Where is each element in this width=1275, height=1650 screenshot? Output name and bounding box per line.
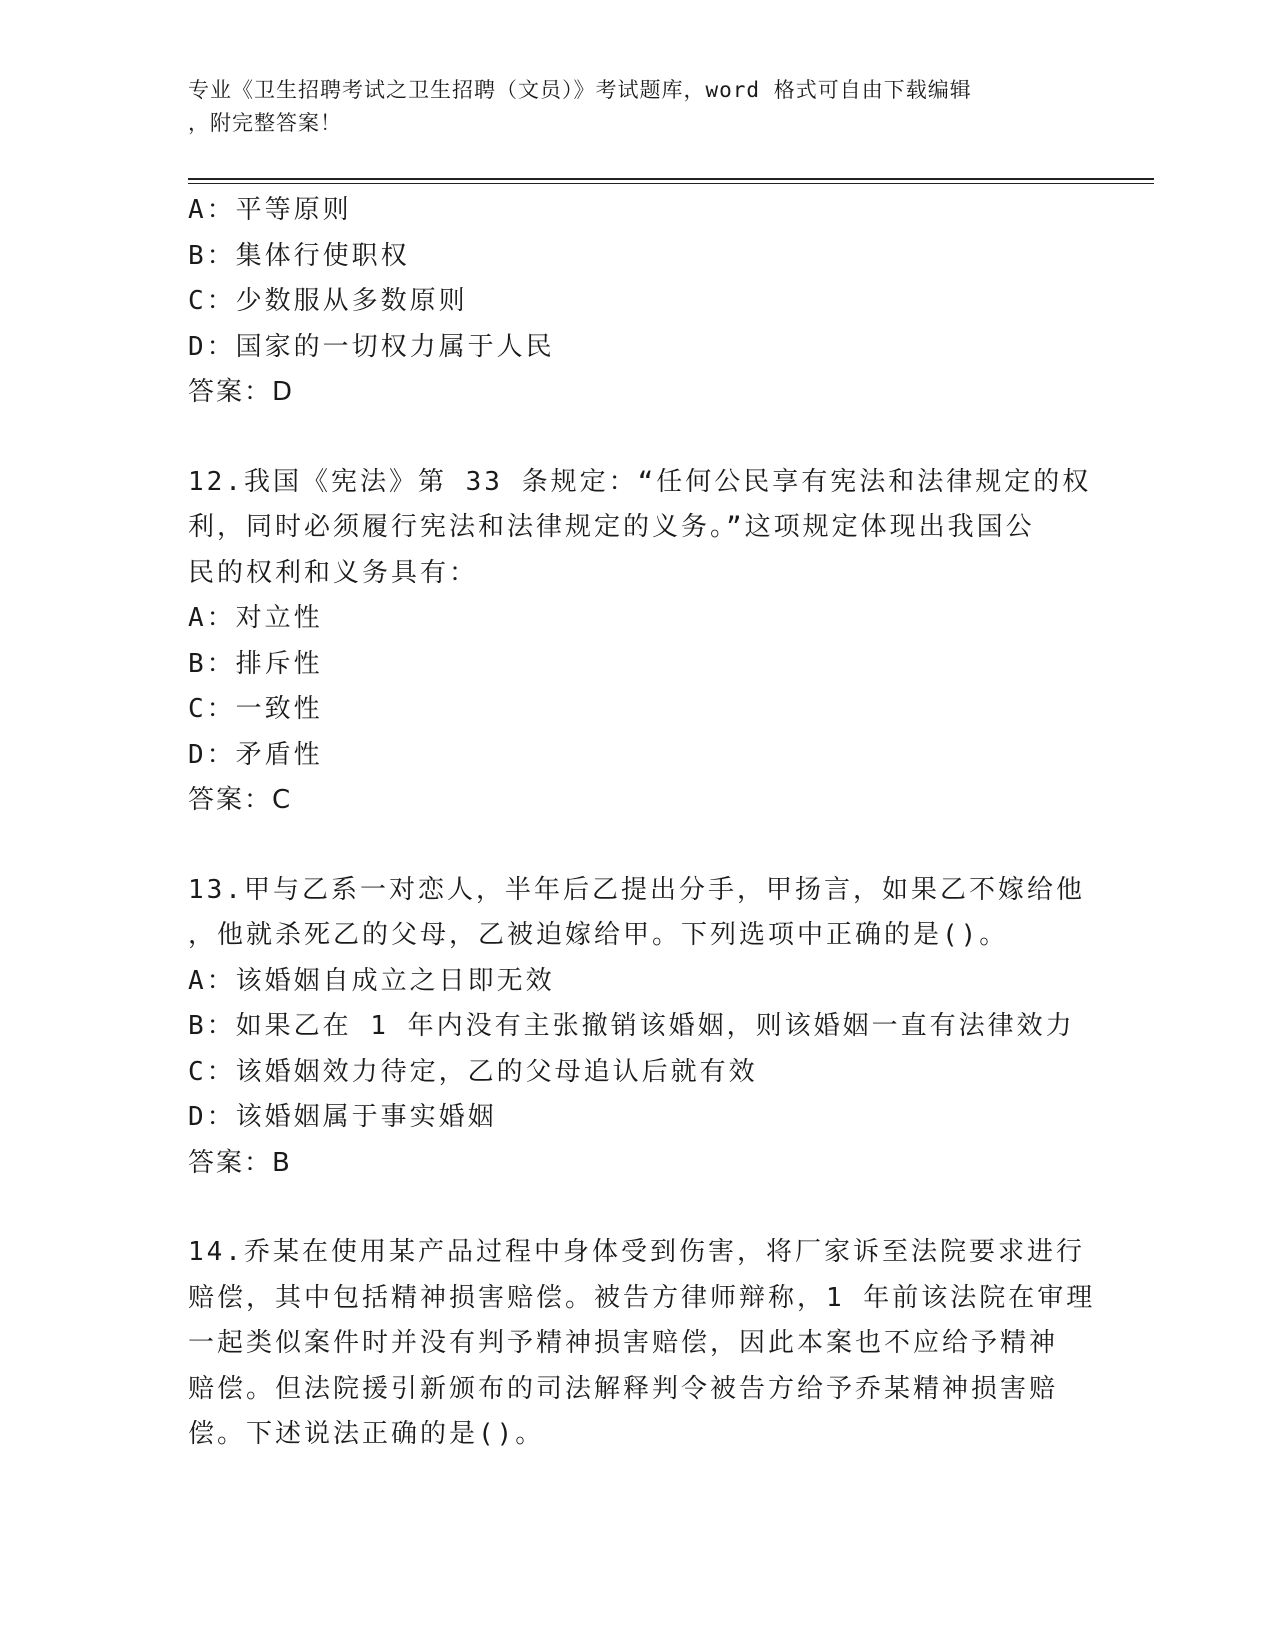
spacer [188,1186,1088,1230]
question-text-line: 赔偿，其中包括精神损害赔偿。被告方律师辩称，1 年前该法院在审理 [188,1282,1096,1313]
answer-line: 答案：D [188,377,295,407]
option-d: D：矛盾性 [188,739,323,770]
spacer [188,416,1088,460]
document-header [188,74,1088,140]
answer-line: 答案：B [188,1147,292,1178]
header-line-2: ，附完整答案！ [188,111,342,135]
option-a: A：平等原则 [188,195,352,225]
question-14-block [188,1230,1096,1458]
question-text-line: 一起类似案件时并没有判予精神损害赔偿，因此本案也不应给予精神 [188,1328,1059,1358]
question-text-line: 12.我国《宪法》第 33 条规定：“任何公民享有宪法和法律规定的权 [188,466,1092,497]
option-d: D：该婚姻属于事实婚姻 [188,1102,497,1132]
question-content [188,188,1096,1458]
option-b: B：排斥性 [188,648,323,679]
header-divider-thin [188,183,1154,184]
option-c: C：少数服从多数原则 [188,286,468,316]
question-12-block [188,460,1092,824]
option-a: A：对立性 [188,603,323,633]
question-text-line: 赔偿。但法院援引新颁布的司法解释判令被告方给予乔某精神损害赔 [188,1373,1059,1404]
question-text-line: 14.乔某在使用某产品过程中身体受到伤害，将厂家诉至法院要求进行 [188,1237,1085,1267]
question-text-line: 利，同时必须履行宪法和法律规定的义务。”这项规定体现出我国公 [188,512,1035,542]
question-text-line: 民的权利和义务具有： [188,557,479,588]
option-b: B：集体行使职权 [188,240,410,271]
prev-question-block [188,188,1088,416]
question-13-block [188,868,1088,1187]
question-text-line: 13.甲与乙系一对恋人，半年后乙提出分手，甲扬言，如果乙不嫁给他 [188,874,1085,905]
question-text-line: ，他就杀死乙的父母，乙被迫嫁给甲。下列选项中正确的是()。 [188,920,1009,950]
answer-line: 答案：C [188,785,293,815]
option-c: C：该婚姻效力待定，乙的父母追认后就有效 [188,1056,758,1087]
option-a: A：该婚姻自成立之日即无效 [188,965,555,996]
spacer [188,824,1088,868]
option-c: C：一致性 [188,694,323,724]
option-b: B：如果乙在 1 年内没有主张撤销该婚姻，则该婚姻一直有法律效力 [188,1011,1075,1041]
option-d: D：国家的一切权力属于人民 [188,331,555,362]
header-line-1: 专业《卫生招聘考试之卫生招聘（文员）》考试题库，word 格式可自由下载编辑 [188,78,972,102]
header-divider-thick [188,178,1154,180]
question-text-line: 偿。下述说法正确的是()。 [188,1419,545,1449]
